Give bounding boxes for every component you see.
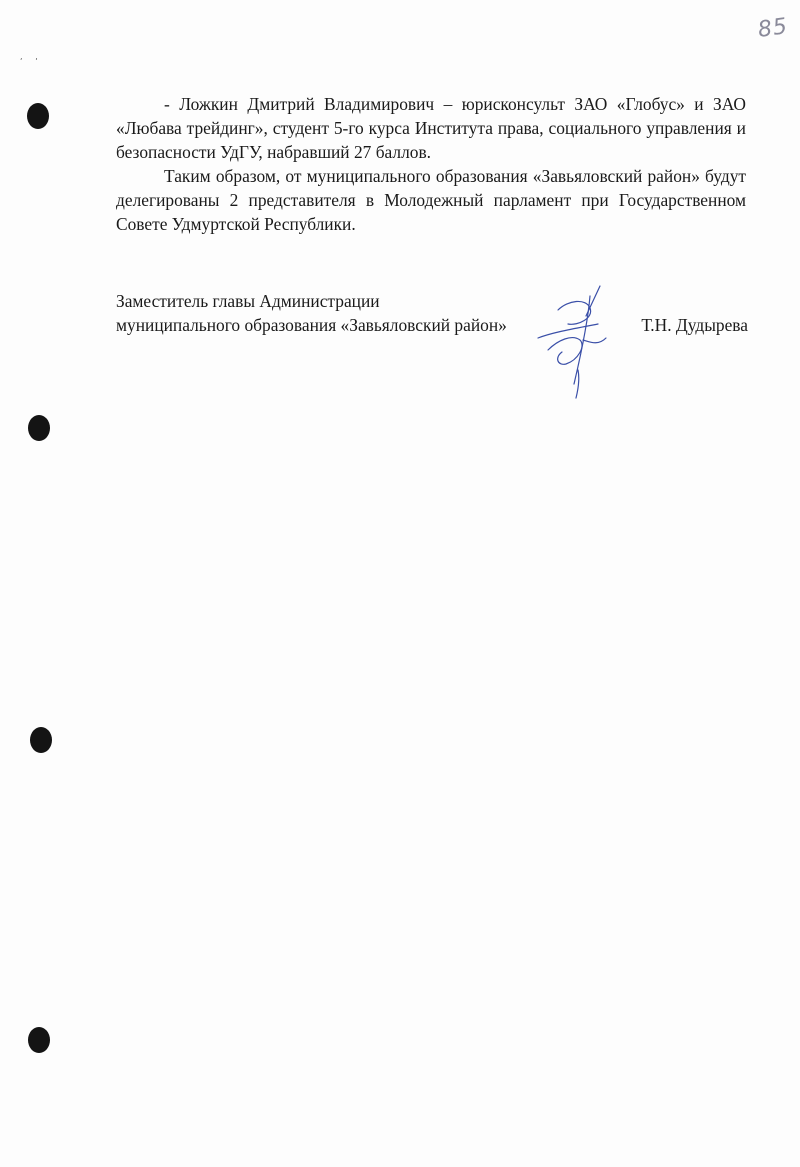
- punch-hole-2: [28, 415, 50, 441]
- body-text: [116, 92, 746, 236]
- punch-hole-3: [30, 727, 52, 753]
- signature-block: [116, 289, 748, 337]
- signer-title-line-2: муниципального образования «Завьяловский район»: [116, 315, 507, 335]
- handwritten-signature: [528, 280, 618, 400]
- scan-specks: , ,: [20, 52, 38, 61]
- paragraph-candidate: - Ложкин Дмитрий Владимирович – юрисконсульт ЗАО «Глобус» и ЗАО «Любава трейдинг», студент 5-го курса Института права, социального управления и безопасности УдГУ, набравший 27 баллов.: [116, 94, 746, 162]
- signer-title-line-1: Заместитель главы Администрации: [116, 291, 380, 311]
- paragraph-conclusion: Таким образом, от муниципального образования «Завьяловский район» будут делегированы 2 представителя в Молодежный парламент при Государственном Совете Удмуртской Республики.: [116, 166, 746, 234]
- punch-hole-1: [27, 103, 49, 129]
- signer-line: [116, 313, 748, 337]
- punch-hole-4: [28, 1027, 50, 1053]
- handwritten-page-number: 85: [756, 14, 790, 43]
- signer-name: Т.Н. Дудырева: [641, 315, 748, 335]
